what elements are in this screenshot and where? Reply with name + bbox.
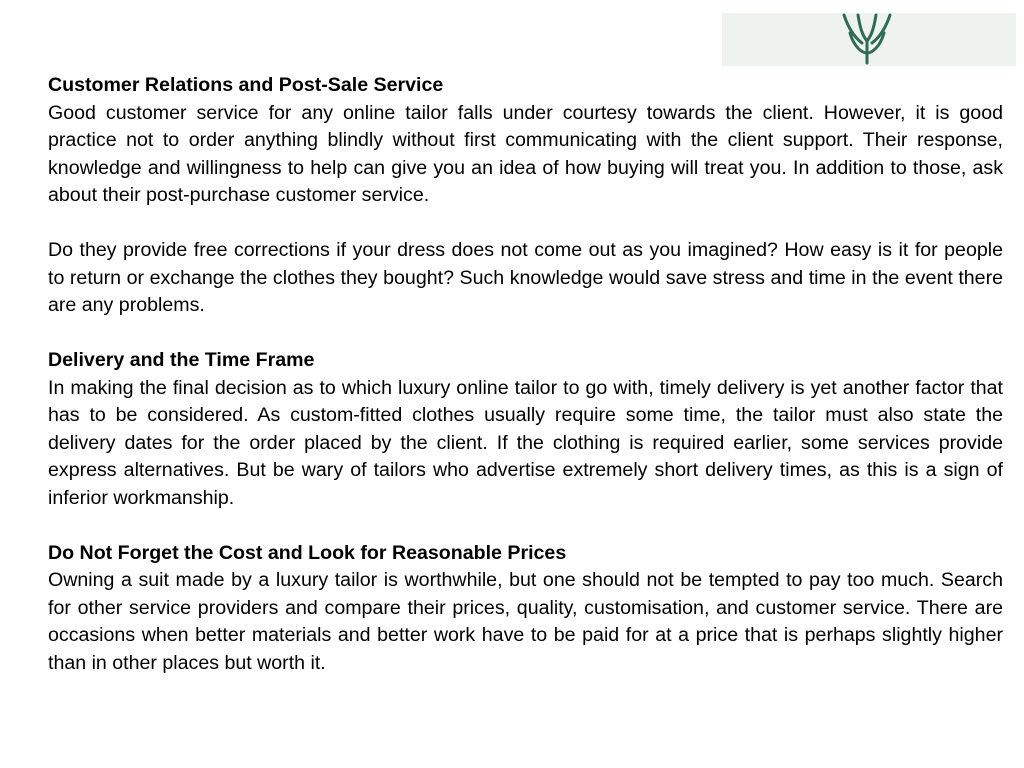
brand-logo xyxy=(722,13,1016,66)
article-content xyxy=(48,72,1003,705)
section-delivery xyxy=(48,347,1003,512)
section-heading: Customer Relations and Post-Sale Service xyxy=(48,74,444,96)
section-paragraph: In making the final decision as to which luxury online tailor to go with, timely delivery is yet another factor that has to be considered. As custom-fitted clothes usually require some time, the tailor must also state the delivery dates for the order placed by the client. If the clothing is required earlier, some services provide express alternatives. But be wary of tailors who advertise extremely short delivery times, as this is a sign of inferior workmanship. xyxy=(48,376,1003,509)
section-paragraph: Owning a suit made by a luxury tailor is worthwhile, but one should not be tempted to pay too much. Search for other service providers and compare their prices, quality, customisation, and customer service. There are occasions when better materials and better work have to be paid for at a price that is perhaps slightly higher than in other places but worth it. xyxy=(48,569,1003,674)
section-customer-relations xyxy=(48,72,1003,320)
section-paragraph: Good customer service for any online tailor falls under courtesy towards the client. However, it is good practice not to order anything blindly without first communicating with the client support. Their response, knowledge and willingness to help can give you an idea of how buying will treat you. In addition to those, ask about their post-purchase customer service. xyxy=(48,101,1003,206)
section-heading: Delivery and the Time Frame xyxy=(48,349,315,371)
section-heading: Do Not Forget the Cost and Look for Reasonable Prices xyxy=(48,541,567,564)
trident-monogram-logo-icon xyxy=(838,13,898,66)
section-cost xyxy=(48,540,1003,678)
section-paragraph: Do they provide free corrections if your dress does not come out as you imagined? How easy is it for people to return or exchange the clothes they bought? Such knowledge would save stress and time in the event there are any problems. xyxy=(48,239,1003,316)
